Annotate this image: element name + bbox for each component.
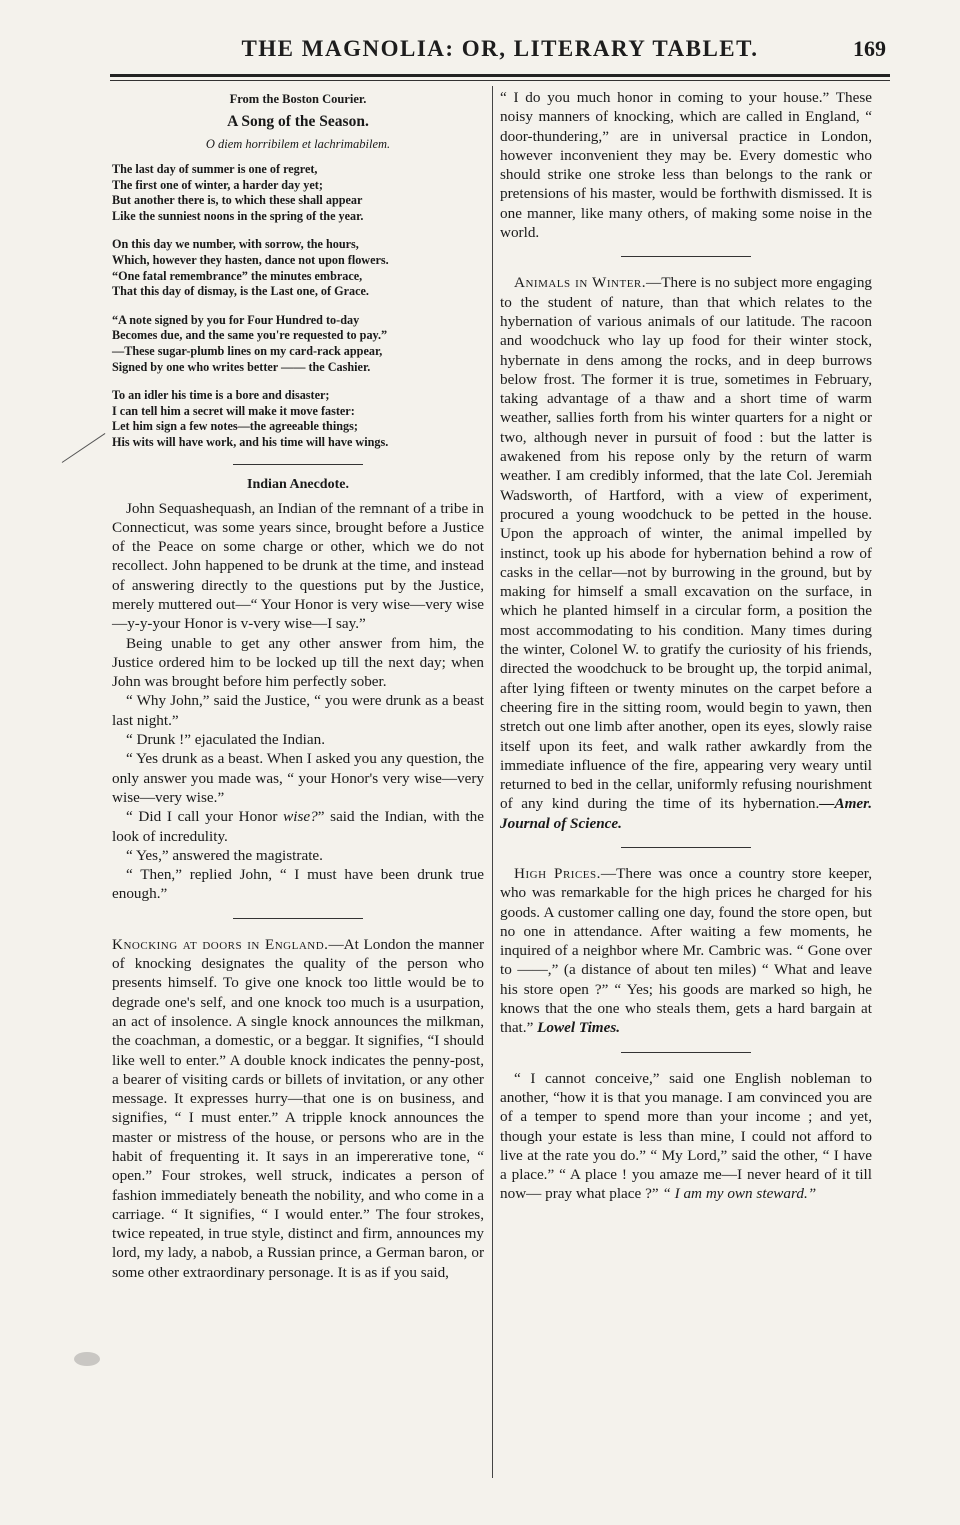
header-rule-thick: [110, 74, 890, 77]
section-separator: [233, 918, 363, 919]
verse-line: Becomes due, and the same you're requested to pay.”: [112, 328, 388, 343]
page-header: [110, 34, 890, 68]
verse-line: Signed by one who writes better —— the Cashier.: [112, 359, 371, 374]
verse-line: The first one of winter, a harder day yet;: [112, 177, 323, 192]
verse-line: But another there is, to which these shall appear: [112, 193, 363, 208]
running-title: THE MAGNOLIA: OR, LITERARY TABLET.: [241, 36, 759, 61]
song-title: A Song of the Season.: [227, 113, 369, 130]
verse-line: On this day we number, with sorrow, the hours,: [112, 237, 359, 252]
ink-smudge: [74, 1352, 100, 1366]
prices-article: [500, 864, 872, 1038]
knocking-heading: Knocking at doors in England.: [112, 935, 329, 953]
verse-line: Let him sign a few notes—the agreeable things;: [112, 419, 358, 434]
song-stanza: [112, 388, 484, 450]
anecdote-title: Indian Anecdote.: [247, 476, 349, 492]
anecdote-paragraph: “ Yes drunk as a beast. When I asked you any question, the only answer you made was, “ your Honor's very wise—very wise—very wise.”: [112, 750, 484, 806]
anecdote-wise-post: ” said the Indian, with the look of incredulity.: [112, 808, 484, 845]
header-rule-thin: [110, 80, 890, 81]
anecdote-wise-pre: “ Did I call your Honor: [126, 808, 284, 826]
knocking-article: [112, 935, 484, 1282]
song-source: From the Boston Courier.: [229, 92, 367, 106]
section-separator: [233, 464, 363, 465]
anecdote-paragraph: “ Then,” replied John, “ I must have been drunk true enough.”: [112, 866, 484, 903]
verse-line: That this day of dismay, is the Last one, of Grace.: [112, 284, 369, 299]
verse-line: I can tell him a secret will make it move faster:: [112, 403, 355, 418]
prices-text: —There was once a country store keeper, who was remarkable for the high prices he charged for his goods. A customer calling one day, found the store open, but no one in attendance. After waiting a few moments, he inquired of a neighbor where Mr. Cambric was. “ Gone over to ——,” (a distance of about ten miles) “ What and leave his store open ?” “ Yes; his goods are marked so high, he knows that the one who steals them, gets a hard bargain at that.”: [500, 864, 873, 1037]
section-separator: [621, 1052, 751, 1053]
knocking-continued: “ I do you much honor in coming to your house.” These noisy manners of knocking, which are called in England, “ door-thundering,” are in universal practice in London, however inconvenient they may be. Every domestic who should strike one stroke less than belongs to the rank or pretensions of his master, would be forthwith dismissed. It is one manner, like many others, of making some noise in the world.: [500, 89, 872, 242]
section-separator: [621, 256, 751, 257]
verse-line: “One fatal remembrance” the minutes embrace,: [112, 268, 363, 283]
nobleman-punchline: “ I am my own steward.”: [662, 1185, 817, 1203]
animals-article: [500, 273, 872, 833]
song-stanza: [112, 313, 484, 375]
anecdote-paragraph: John Sequashequash, an Indian of the remnant of a tribe in Connecticut, was some years since, brought before a Justice of the Peace on some charge or other, which we do not recollect. John happened to be drunk at the time, and instead of answering directly to the questions put by the Justice, merely muttered out—“ Your Honor is very wise—very wise—y-y-your Honor is v-very wise—I say.”: [112, 499, 484, 633]
anecdote-paragraph: “ Why John,” said the Justice, “ you were drunk as a beast last night.”: [112, 692, 484, 729]
verse-line: —These sugar-plumb lines on my card-rack appear,: [112, 343, 383, 358]
verse-line: The last day of summer is one of regret,: [112, 162, 318, 176]
right-column: [500, 88, 872, 1204]
verse-line: “A note signed by you for Four Hundred to-day: [112, 312, 360, 327]
prices-heading: High Prices.: [514, 864, 601, 882]
page-number: 169: [853, 36, 886, 61]
anecdote-paragraph: Being unable to get any other answer from him, the Justice ordered him to be locked up till the next day; when John was brought before him perfectly sober.: [112, 634, 484, 691]
animals-text: —There is no subject more engaging to the student of nature, than that which relates to the hybernation of various animals of our latitude. The racoon and woodchuck who lay up food for their winter stock, hybernate in dens among the rocks, and in deep burrows below frost. The former it is true, sometimes in February, taking advantage of a thaw and a short time of warm weather, sallies forth from his winter quarters for a night or two, although never in pursuit of food : but the latter is awakened from his repose only by the return of warm weather. I am credibly informed, that the late Col. Jeremiah Wadsworth, of Hartford, with a view of experiment, procured a young woodchuck to be petted in the house. Upon the approach of winter, the animal impelled by instinct, took up his abode for hybernation behind a row of casks in the cellar—not by burrowing in the ground, but by making for himself a small excavation on the surface, in which he planted himself in a circular form, a position the most accommodating to his condition. Many times during the winter, Colonel W. to gratify the curiosity of his friends, directed the woodchuck to be brought up, the torpid animal, after lying fifteen or twenty minutes on the carpet before a cheering fire in the sitting room, would begin to yawn, then stretch out one limb after another, open its eyes, slowly raise itself upon its feet, and walk rather awkardly from the immediate influence of the fire, appearing very weary until returned to bed in the cellar, uniformly refusing nourishment of any kind during the time of its hybernation.: [500, 274, 873, 813]
song-motto: O diem horribilem et lachrimabilem.: [205, 137, 391, 151]
verse-line: Which, however they hasten, dance not upon flowers.: [112, 252, 389, 267]
verse-line: His wits will have work, and his time will have wings.: [112, 434, 389, 449]
nobleman-text: “ I cannot conceive,” said one English nobleman to another, “how it is that you manage. I am convinced you are of a temper to spend more than your income ; and yet, though your estate is less than mine, I could not afford to live at the rate you do.” “ My Lord,” said the other, “ I have a place.” “ A place ! you amaze me—I never heard of it till now— pray what place ?”: [500, 1069, 872, 1203]
nobleman-article: [500, 1069, 872, 1204]
song-stanza: [112, 237, 484, 299]
anecdote-paragraph: [112, 807, 484, 846]
anecdote-paragraph: “ Yes,” answered the magistrate.: [126, 846, 323, 864]
left-column: [112, 88, 484, 1282]
verse-line: To an idler his time is a bore and disaster;: [112, 388, 330, 403]
margin-pencil-mark: [62, 433, 106, 463]
column-divider: [492, 86, 493, 1478]
anecdote-wise-word: wise?: [283, 808, 318, 826]
anecdote-paragraph: “ Drunk !” ejaculated the Indian.: [126, 731, 326, 749]
animals-heading: Animals in Winter.: [514, 274, 647, 292]
animals-citation: —Amer. Journal of Science.: [500, 795, 872, 832]
song-stanza: [112, 162, 484, 224]
prices-citation: Lowel Times.: [537, 1019, 621, 1037]
knocking-text: —At London the manner of knocking designates the quality of the person who presents himself. To give one knock too little would be to degrade one's self, and one knock too much is a usurpation, an act of insolence. A single knock announces the milkman, the coachman, a domestic, or a beggar. It signifies, “I should like well to enter.” A double knock indicates the penny-post, a bearer of visiting cards or billets of invitation, or any other message. It expresses hurry—that one is on business, and signifies, “ I must enter.” A tripple knock announces the master or mistress of the house, or persons who are in the habit of frequenting it. It says in an impererative tone, “ open.” Four strokes, well struck, indicates a person of fashion immediately beneath the nobility, and who come in a carriage. “ It signifies, “ I would enter.” The four strokes, twice repeated, in true style, distinct and firm, announces my lord, my lady, a nabob, a Russian prince, a German baron, or some other extraordinary personage. It is as if you said,: [112, 935, 484, 1281]
section-separator: [621, 847, 751, 848]
verse-line: Like the sunniest noons in the spring of the year.: [112, 208, 364, 223]
